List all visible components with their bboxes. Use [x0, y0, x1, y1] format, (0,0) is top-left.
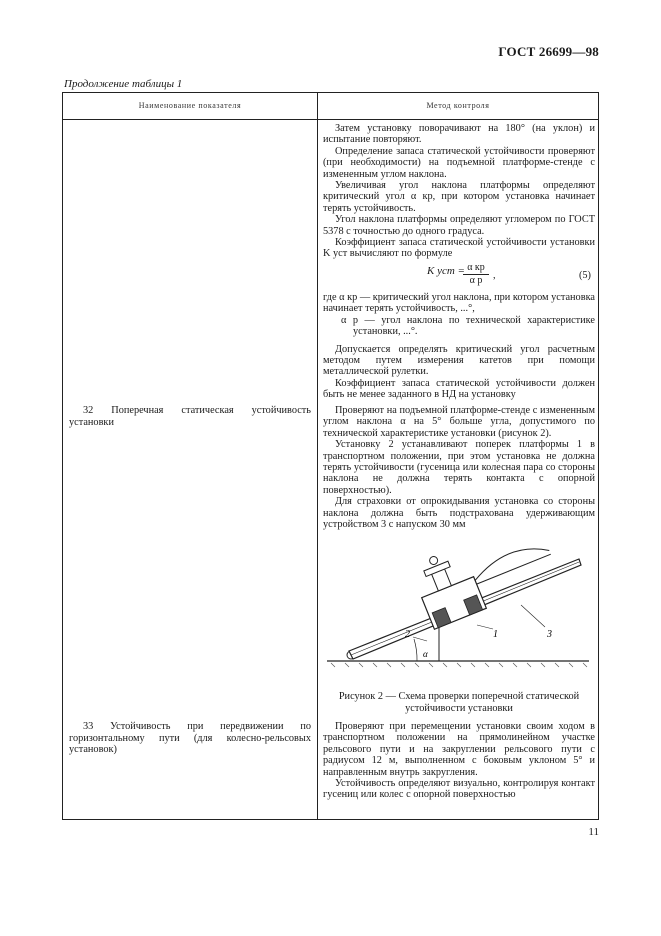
document-code: ГОСТ 26699—98	[498, 44, 599, 59]
column-divider	[317, 93, 318, 819]
definition-item: где α кр — критический угол наклона, при котором установка начинает терять устойчивость, ...°,	[323, 291, 595, 315]
method-paragraph: Проверяют при перемещении установки своим ходом в транспортном положении на прямолинейном участке рельсового пути и на закруглении рельсового пути с радиусом 12 м, выполненном с боковым уклоном 5° и направленным внутрь закругления.	[323, 721, 595, 778]
figure-2-caption: Рисунок 2 — Схема проверки поперечной статической устойчивости установки	[338, 691, 580, 714]
formula-fraction	[463, 262, 489, 287]
indicator-name: 32 Поперечная статическая устойчивость установки	[69, 405, 311, 428]
method-paragraph: Угол наклона платформы определяют угломером по ГОСТ 5378 с точностью до одного градуса.	[323, 214, 595, 237]
method-paragraph: Допускается определять критический угол расчетным методом путем измерения катетов при помощи металлической рулетки.	[323, 343, 595, 378]
method-paragraph: Устойчивость определяют визуально, контролируя контакт гусениц или колес с опорной поверхностью	[323, 778, 595, 801]
table-header-row	[63, 93, 598, 120]
figure-label-alpha: α	[423, 649, 428, 659]
equation-number: (5)	[578, 269, 591, 281]
figure-label-3: 3	[547, 629, 552, 640]
formula-numerator: α кр	[463, 262, 489, 275]
row-33-name	[69, 721, 311, 756]
method-paragraph: Определение запаса статической устойчивости проверяют (при необходимости) на подъемной платформе-стенде с измененным углом наклона.	[323, 145, 595, 180]
table-continuation-label: Продолжение таблицы 1	[64, 78, 183, 90]
row-32-method	[323, 405, 595, 530]
formula-definitions	[323, 292, 595, 338]
header-indicator-name: Наименование показателя	[138, 101, 242, 110]
figure-2	[327, 545, 591, 675]
definition-item: α р — угол наклона по технической характеристике установки, ...°.	[341, 314, 595, 338]
method-paragraph: Коэффициент запаса статической устойчивости должен быть не менее заданного в НД на установку	[323, 377, 595, 401]
method-paragraph: Увеличивая угол наклона платформы определяют критический угол α кр, при котором установка начинает терять устойчивость.	[323, 180, 595, 214]
method-table	[62, 92, 599, 820]
formula-comma: ,	[493, 269, 496, 281]
method-paragraph: Проверяют на подъемной платформе-стенде с измененным углом наклона α на 5° больше угла, допустимого по технической характеристике установки (рисунок 2).	[323, 405, 595, 439]
formula-lhs: K уст =	[427, 264, 465, 277]
method-continuation	[323, 123, 595, 401]
header-control-method: Метод контроля	[426, 101, 490, 110]
method-paragraph: Для страховки от опрокидывания установка со стороны наклона должна быть подстрахована удерживающим устройством 3 с напуском 30 мм	[323, 496, 595, 531]
row-32-name	[69, 405, 311, 428]
formula-5	[323, 262, 595, 290]
row-33-method	[323, 721, 595, 801]
page-number: 11	[588, 826, 599, 838]
formula-denominator: α р	[469, 275, 483, 287]
method-paragraph: Коэффициент запаса статической устойчивости установки K уст вычисляют по формуле	[323, 237, 595, 260]
method-paragraph: Установку 2 устанавливают поперек платформы 1 в транспортном положении, при этом установка не должна терять устойчивости (гусеница или колесная пара со стороны наклона не должна терять контакта с опорной поверхностью).	[323, 439, 595, 496]
figure-label-1: 1	[493, 629, 498, 640]
figure-label-2: 2	[405, 629, 410, 640]
indicator-name: 33 Устойчивость при передвижении по горизонтальному пути (для колесно-рельсовых установок)	[69, 721, 311, 756]
stability-test-diagram	[327, 545, 591, 675]
method-paragraph: Затем установку поворачивают на 180° (на уклон) и испытание повторяют.	[323, 123, 595, 146]
